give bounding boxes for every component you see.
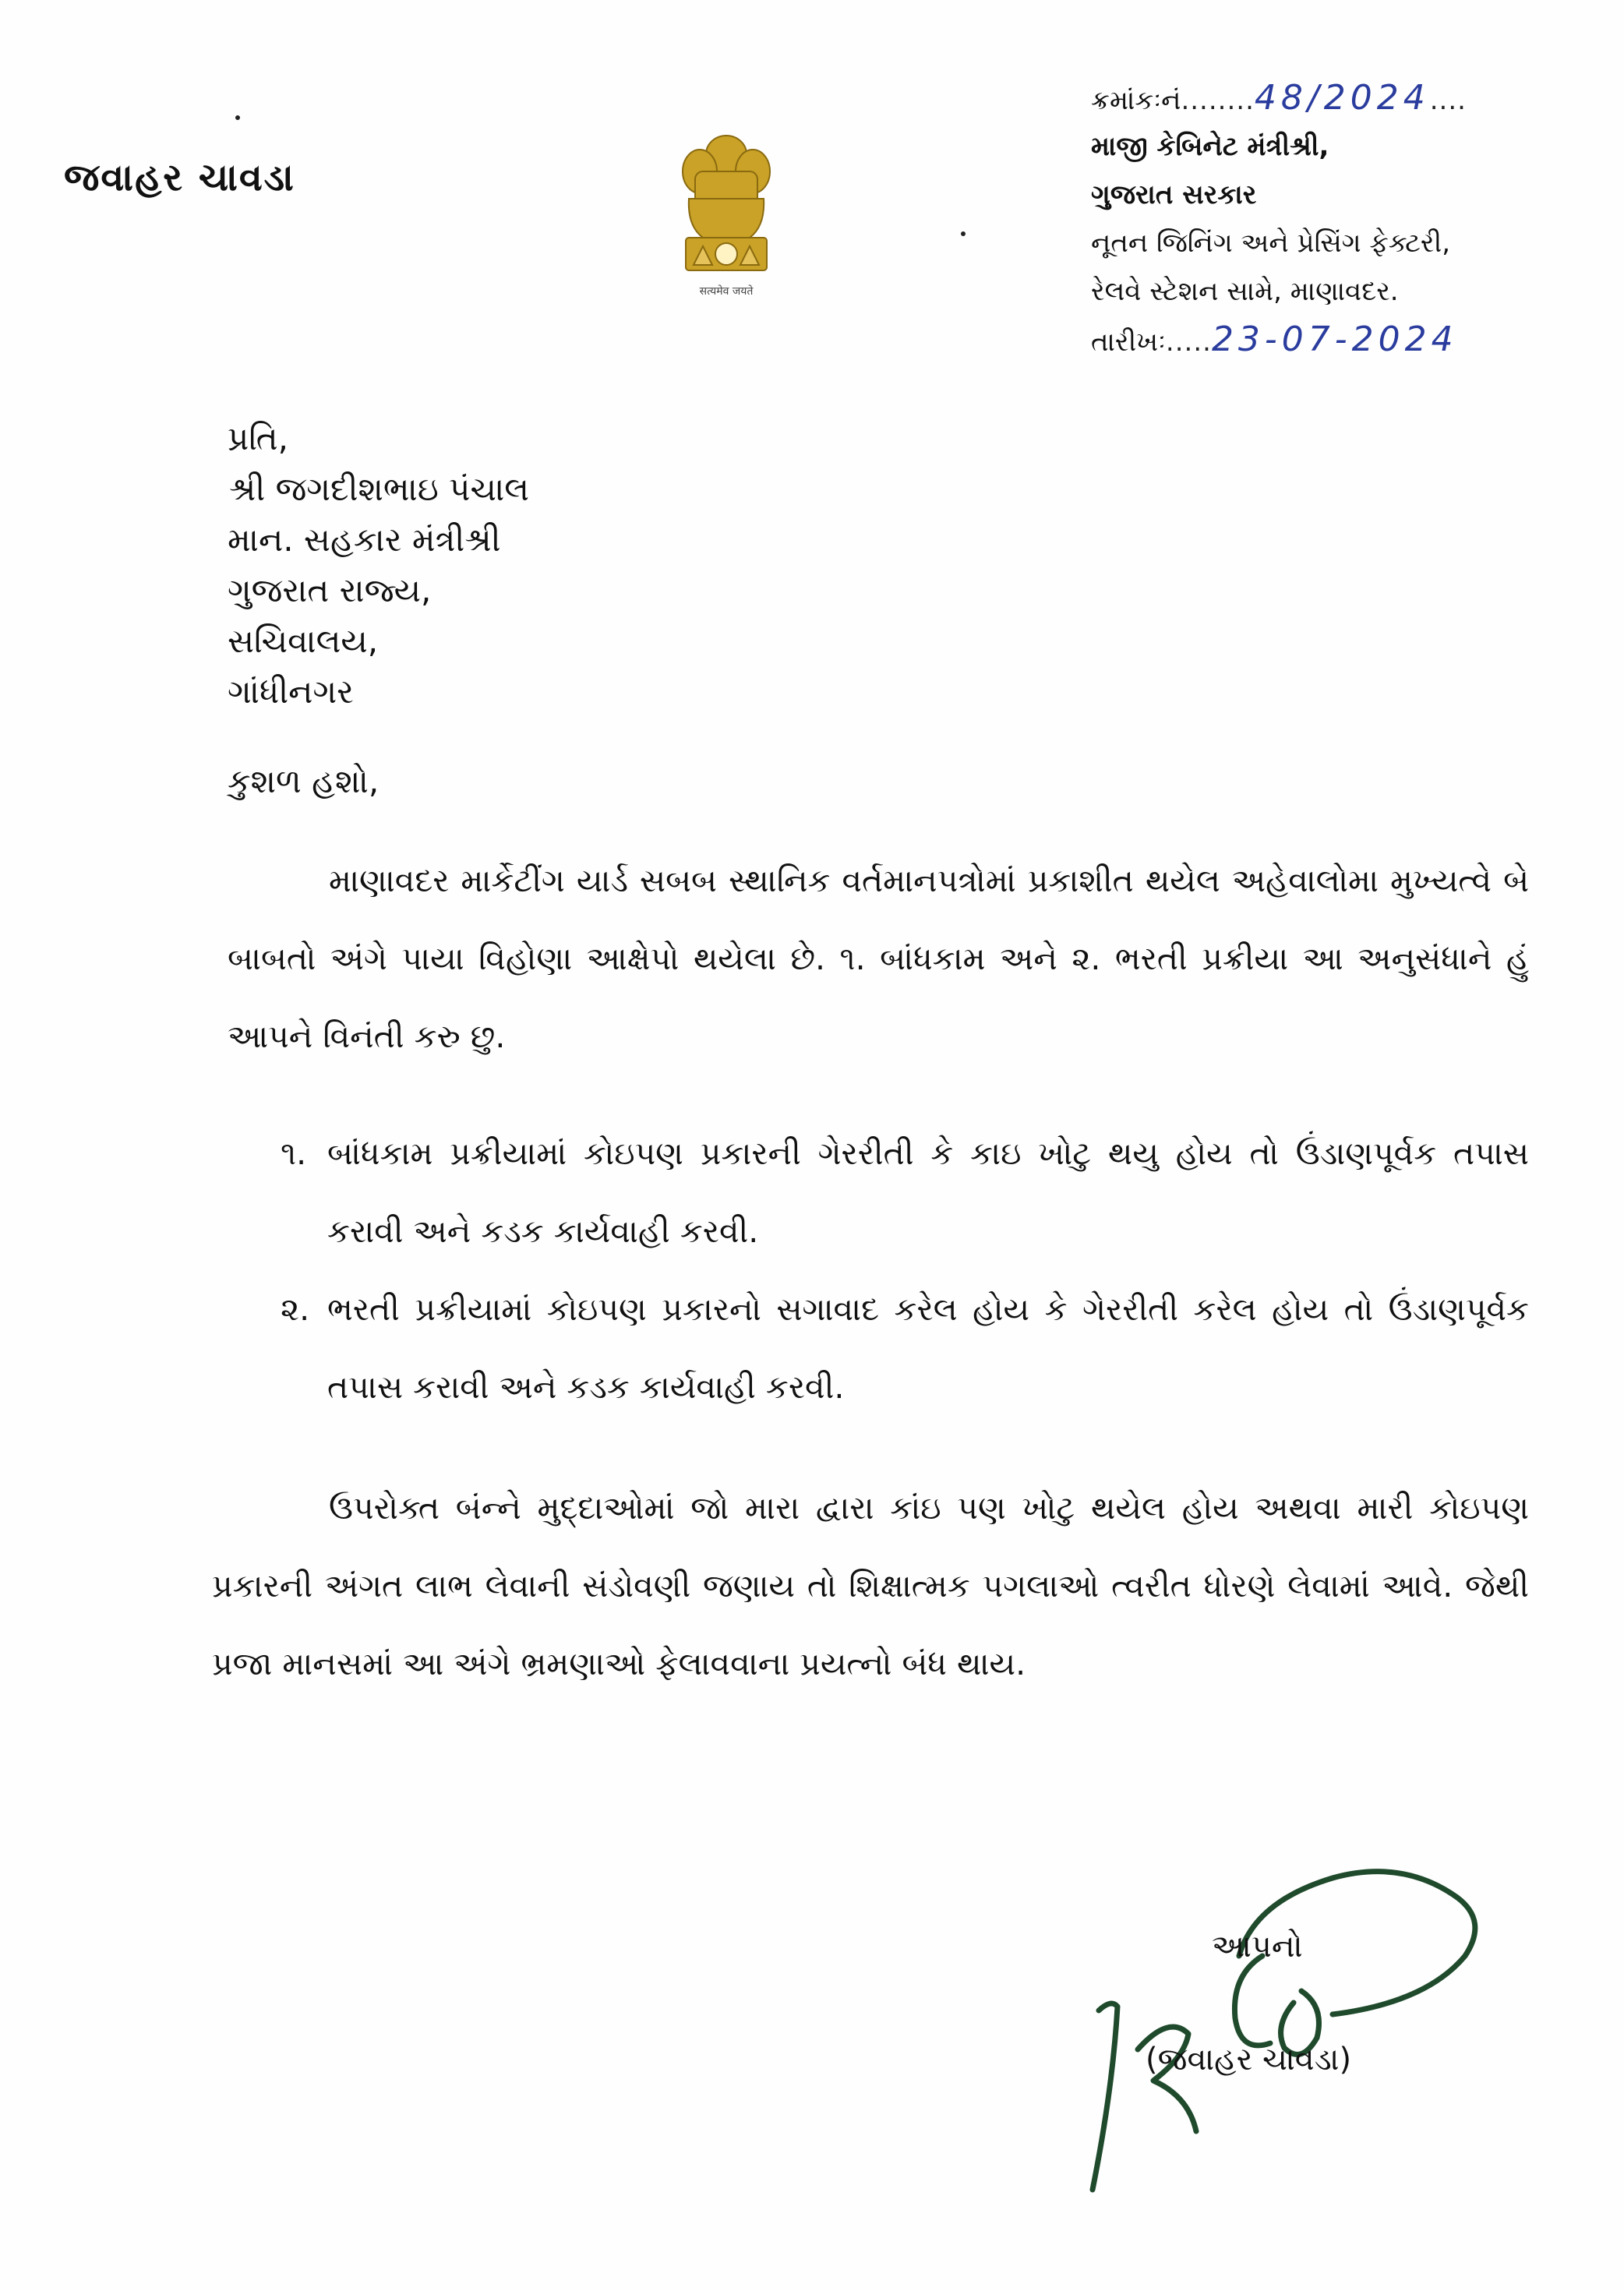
paragraph-1-text: માણાવદર માર્કેટીંગ યાર્ડ સબબ સ્થાનિક વર્તમાનપત્રોમાં પ્રકાશીત થયેલ અહેવાલોમા મુખ્યત્વે બે બાબતો અંગે પાયા વિહોણા આક્ષેપો થયેલા છે. ૧. બાંધકામ અને ૨. ભરતી પ્રક્રીયા આ અનુસંધાને હું આપને વિનંતી કરુ છુ. [228, 862, 1529, 1055]
office-address-line2: રેલવે સ્ટેશન સામે, માણાવદર. [1091, 276, 1399, 307]
item-number: ૨. [281, 1290, 310, 1328]
decorative-dot [961, 231, 966, 236]
recipient-office: સચિવાલય, [228, 622, 379, 660]
designation: માજી કેબિનેટ મંત્રીશ્રી, [1091, 131, 1329, 162]
decorative-dot [235, 115, 240, 120]
body-paragraph-1 [228, 842, 1529, 1075]
paragraph-2-text: ઉપરોક્ત બંન્ને મુદ્દાઓમાં જો મારા દ્વારા કાંઇ પણ ખોટુ થયેલ હોય અથવા મારી કોઇપણ પ્રકારની અંગત લાભ લેવાની સંડોવણી જણાય તો શિક્ષાત્મક પગલાઓ ત્વરીત ધોરણે લેવામાં આવે. જેથી પ્રજા માનસમાં આ અંગે ભ્રમણાઓ ફેલાવવાના પ્રયત્નો બંધ થાય. [212, 1489, 1529, 1682]
reference-line: ક્રમાંકઃનં........48/2024.... [1091, 78, 1467, 118]
state-emblem-logo [672, 125, 781, 304]
date-value: 23-07-2024 [1211, 319, 1458, 359]
list-item [281, 1270, 1529, 1426]
emblem-motto: सत्यमेव जयते [699, 285, 754, 298]
recipient-address [228, 413, 529, 717]
recipient-name: શ્રી જગદીશભાઇ પંચાલ [229, 470, 530, 508]
date-line: તારીખઃ.....23-07-2024 [1091, 319, 1458, 359]
closing-yours: આપનો [1212, 1929, 1303, 1964]
reference-number: 48/2024 [1254, 78, 1430, 118]
signatory-name: (જવાહર ચાવડા) [1146, 2042, 1352, 2077]
government: ગુજરાત સરકાર [1091, 179, 1257, 210]
date-label: તારીખઃ [1091, 327, 1166, 358]
greeting: કુશળ હશો, [228, 762, 380, 800]
sender-name: જવાહર ચાવડા [64, 156, 295, 199]
recipient-title: માન. સહકાર મંત્રીશ્રી [228, 521, 501, 559]
to-label: પ્રતિ, [228, 419, 288, 457]
body-paragraph-2 [212, 1469, 1529, 1703]
office-address-line1: નૂતન જિનિંગ અને પ્રેસિંગ ફેક્ટરી, [1091, 228, 1451, 259]
recipient-city: ગાંધીનગર [228, 672, 354, 711]
item-text: બાંધકામ પ્રક્રીયામાં કોઇપણ પ્રકારની ગેરરીતી કે કાઇ ખોટુ થયુ હોય તો ઉંડાણપૂર્વક તપાસ કરાવી અને કડક કાર્યવાહી કરવી. [327, 1135, 1529, 1250]
item-text: ભરતી પ્રક્રીયામાં કોઇપણ પ્રકારનો સગાવાદ કરેલ હોય કે ગેરરીતી કરેલ હોય તો ઉંડાણપૂર્વક તપાસ કરાવી અને કડક કાર્યવાહી કરવી. [327, 1290, 1529, 1406]
handwritten-signature [1036, 1839, 1520, 2205]
letterhead-details [1091, 74, 1590, 364]
list-item [281, 1114, 1529, 1270]
reference-label: ક્રમાંકઃનં [1091, 85, 1181, 116]
recipient-state: ગુજરાત રાજ્ય, [228, 571, 432, 609]
item-number: ૧. [281, 1135, 307, 1172]
